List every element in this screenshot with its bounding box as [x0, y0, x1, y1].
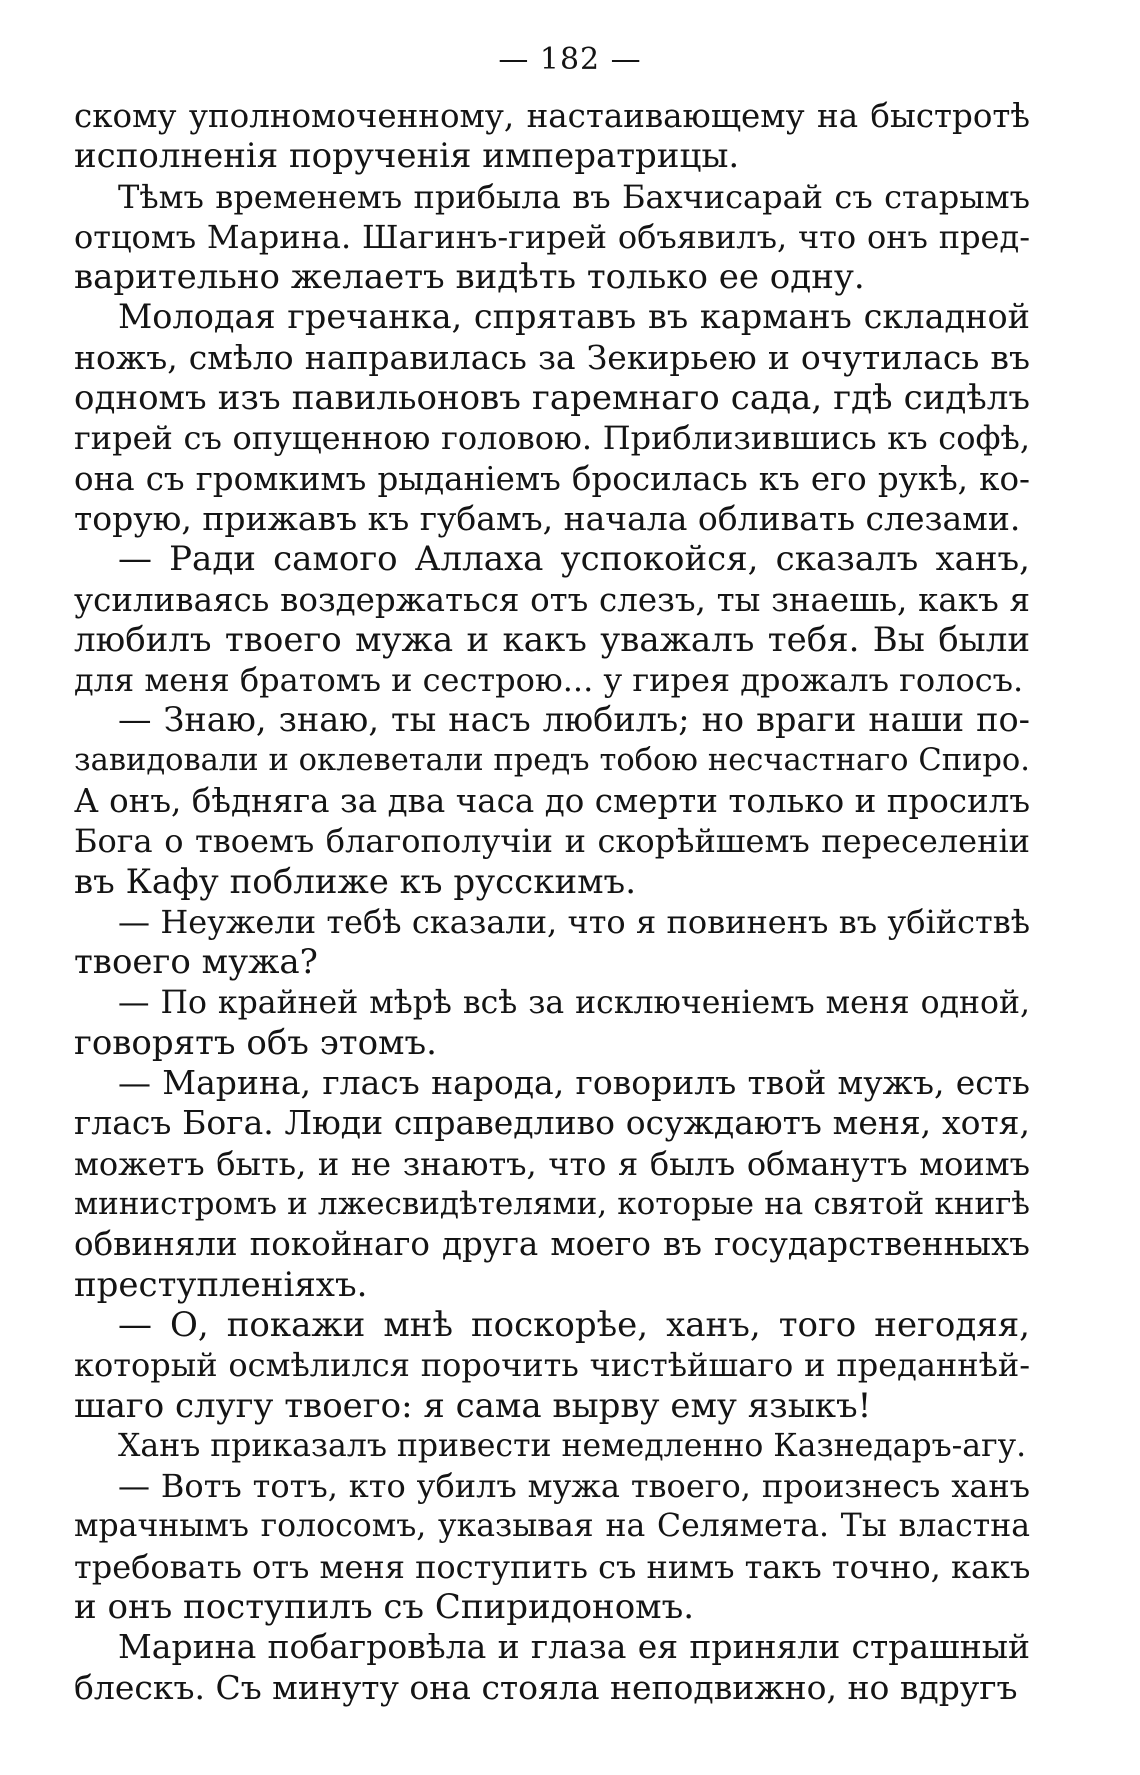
- text-line: преступленіяхъ.: [74, 1264, 368, 1305]
- text-line: исполненія порученія императрицы.: [74, 136, 740, 177]
- text-line: министромъ и лжесвидѣтелями, которые на святой книгѣ: [74, 1186, 1030, 1223]
- text-line: отцомъ Марина. Шагинъ-гирей объявилъ, что онъ пред-: [74, 217, 1030, 256]
- text-line: любилъ твоего мужа и какъ уважалъ тебя. Вы были: [74, 619, 1030, 660]
- text-line: А онъ, бѣдняга за два часа до смерти только и просилъ: [74, 782, 1030, 821]
- paragraph: [74, 1305, 1030, 1426]
- text-line: ножъ, смѣло направилась за Зекирьею и очутилась въ: [74, 337, 1030, 377]
- text-line: — О, покажи мнѣ поскорѣе, ханъ, того негодяя,: [118, 1304, 1030, 1345]
- text-line: — Знаю, знаю, ты насъ любилъ; но враги наши по-: [118, 700, 1030, 740]
- text-line: гласъ Бога. Люди справедливо осуждаютъ меня, хотя,: [74, 1103, 1030, 1143]
- text-line: — Неужели тебѣ сказали, что я повиненъ въ убійствѣ: [118, 902, 1030, 941]
- text-line: варительно желаетъ видѣть только ее одну.: [74, 257, 865, 298]
- paragraph: [74, 1466, 1030, 1627]
- text-line: Молодая гречанка, спрятавъ въ карманъ складной: [118, 297, 1030, 337]
- paragraph: [74, 177, 1030, 298]
- text-line: твоего мужа?: [74, 942, 318, 983]
- paragraph: [74, 96, 1030, 177]
- paragraph: [74, 902, 1030, 983]
- text-line: шаго слугу твоего: я сама вырву ему языкъ!: [74, 1385, 872, 1426]
- text-line: требовать отъ меня поступить съ нимъ такъ точно, какъ: [74, 1547, 1031, 1586]
- text-line: блескъ. Съ минуту она стояла неподвижно, но вдругъ: [74, 1667, 1018, 1707]
- text-line: Бога о твоемъ благополучіи и скорѣйшемъ переселеніи: [74, 822, 1030, 861]
- text-line: — Вотъ тотъ, кто убилъ мужа твоего, произнесъ ханъ: [118, 1467, 1030, 1506]
- text-line: для меня братомъ и сестрою... у гирея дрожалъ голосъ.: [74, 661, 1024, 700]
- text-line: — Марина, гласъ народа, говорилъ твой мужъ, есть: [118, 1063, 1030, 1103]
- text-line: говорятъ объ этомъ.: [74, 1022, 437, 1063]
- text-line: — Ради самого Аллаха успокойся, сказалъ ханъ,: [118, 539, 1030, 580]
- paragraph: [74, 297, 1030, 539]
- paragraph: [74, 1627, 1030, 1708]
- text-line: Тѣмъ временемъ прибыла въ Бахчисарай съ старымъ: [118, 177, 1030, 216]
- paragraph: [74, 1063, 1030, 1305]
- text-line: въ Кафу поближе къ русскимъ.: [74, 861, 636, 902]
- paragraph: [74, 539, 1030, 700]
- text-line: — По крайней мѣрѣ всѣ за исключеніемъ меня одной,: [118, 984, 1030, 1021]
- text-line: торую, прижавъ къ губамъ, начала обливать слезами.: [74, 498, 1021, 538]
- text-line: и онъ поступилъ съ Спиридономъ.: [74, 1586, 695, 1627]
- text-line: она съ громкимъ рыданіемъ бросилась къ его рукѣ, ко-: [74, 459, 1030, 498]
- text-line: можетъ быть, и не знаютъ, что я былъ обманутъ моимъ: [74, 1144, 1030, 1183]
- text-line: который осмѣлился порочить чистѣйшаго и преданнѣй-: [74, 1346, 1030, 1385]
- text-line: одномъ изъ павильоновъ гаремнаго сада, гдѣ сидѣлъ: [74, 378, 1030, 419]
- text-line: гирей съ опущенною головою. Приблизившись къ софѣ,: [74, 419, 1030, 458]
- paragraph: [74, 700, 1030, 901]
- text-body: [74, 96, 1030, 1708]
- paragraph: [74, 983, 1030, 1064]
- paragraph: [74, 1426, 1030, 1466]
- text-line: Ханъ приказалъ привести немедленно Казнедаръ-агу.: [118, 1427, 1027, 1464]
- text-line: скому уполномоченному, настаивающему на быстротѣ: [74, 97, 1030, 135]
- text-line: усиливаясь воздержаться отъ слезъ, ты знаешь, какъ я: [74, 580, 1030, 619]
- text-line: мрачнымъ голосомъ, указывая на Селямета. Ты властна: [74, 1508, 1030, 1545]
- page-number: — 182 —: [498, 42, 642, 77]
- text-line: обвиняли покойнаго друга моего въ государственныхъ: [74, 1225, 1030, 1264]
- text-line: завидовали и оклеветали предъ тобою несчастнаго Спиро.: [74, 742, 1030, 778]
- text-line: Марина побагровѣла и глаза ея приняли страшный: [118, 1627, 1030, 1667]
